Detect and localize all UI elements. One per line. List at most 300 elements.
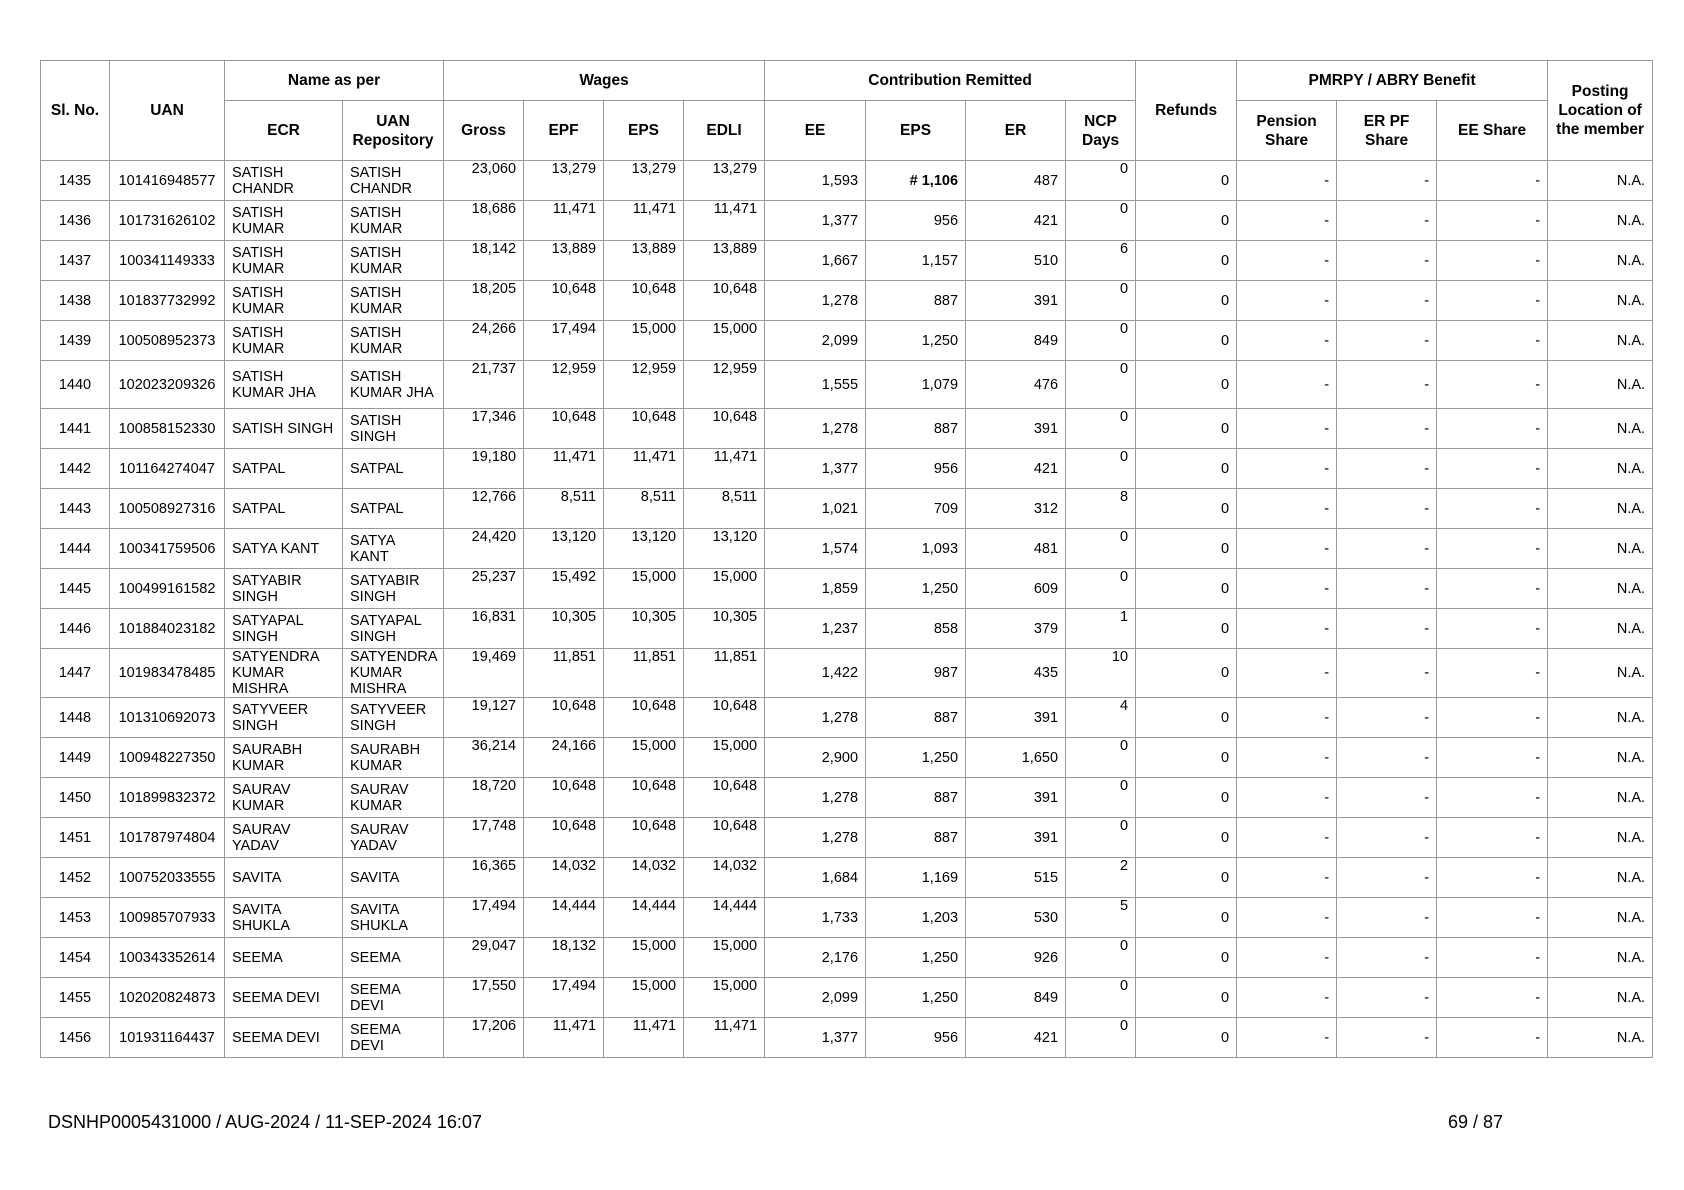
cell-eps: 13,279: [604, 161, 684, 201]
cell-eps: 10,648: [604, 281, 684, 321]
cell-ee: 1,377: [765, 201, 866, 241]
cell-gross: 17,748: [444, 818, 524, 858]
cell-uan: 100508952373: [110, 321, 225, 361]
cell-ecr-name: SATISH KUMAR: [225, 201, 343, 241]
cell-ee: 1,377: [765, 1018, 866, 1058]
cell-ncp-days: 10: [1066, 649, 1136, 698]
cell-epf: 18,132: [524, 938, 604, 978]
header-wages: Wages: [444, 61, 765, 101]
cell-er-pf-share: -: [1337, 649, 1437, 698]
cell-er: 391: [966, 698, 1066, 738]
cell-er-pf-share: -: [1337, 818, 1437, 858]
cell-refunds: 0: [1136, 241, 1237, 281]
cell-uan: 102020824873: [110, 978, 225, 1018]
cell-er: 421: [966, 1018, 1066, 1058]
table-row: [41, 738, 1653, 778]
cell-ee-share: -: [1437, 778, 1548, 818]
cell-uan: 101731626102: [110, 201, 225, 241]
cell-er: 1,650: [966, 738, 1066, 778]
cell-ee: 1,377: [765, 449, 866, 489]
cell-ee-share: -: [1437, 161, 1548, 201]
cell-pension-share: -: [1237, 489, 1337, 529]
cell-posting-location: N.A.: [1548, 449, 1653, 489]
cell-er: 849: [966, 978, 1066, 1018]
cell-uan-repository-name: SATISH KUMAR: [343, 281, 444, 321]
cell-ee: 1,422: [765, 649, 866, 698]
cell-er: 487: [966, 161, 1066, 201]
cell-epf: 10,648: [524, 281, 604, 321]
cell-ee: 1,574: [765, 529, 866, 569]
cell-refunds: 0: [1136, 449, 1237, 489]
cell-eps-contribution: 709: [866, 489, 966, 529]
cell-eps: 10,648: [604, 778, 684, 818]
cell-edli: 14,032: [684, 858, 765, 898]
cell-ee-share: -: [1437, 858, 1548, 898]
cell-sl-no: 1455: [41, 978, 110, 1018]
cell-uan: 100508927316: [110, 489, 225, 529]
cell-posting-location: N.A.: [1548, 161, 1653, 201]
cell-sl-no: 1453: [41, 898, 110, 938]
cell-gross: 17,346: [444, 409, 524, 449]
cell-eps: 10,305: [604, 609, 684, 649]
cell-epf: 13,279: [524, 161, 604, 201]
header-eps: EPS: [604, 101, 684, 161]
cell-er: 515: [966, 858, 1066, 898]
cell-gross: 18,205: [444, 281, 524, 321]
cell-refunds: 0: [1136, 409, 1237, 449]
cell-uan-repository-name: SAURAV YADAV: [343, 818, 444, 858]
cell-eps: 11,471: [604, 449, 684, 489]
cell-eps-contribution: 1,250: [866, 321, 966, 361]
cell-refunds: 0: [1136, 898, 1237, 938]
cell-ecr-name: SAVITA: [225, 858, 343, 898]
cell-edli: 10,648: [684, 818, 765, 858]
header-er-pf-share: ER PF Share: [1337, 101, 1437, 161]
cell-ecr-name: SATISH CHANDR: [225, 161, 343, 201]
cell-gross: 18,142: [444, 241, 524, 281]
cell-ncp-days: 0: [1066, 161, 1136, 201]
cell-eps-contribution: 956: [866, 449, 966, 489]
cell-er-pf-share: -: [1337, 449, 1437, 489]
cell-pension-share: -: [1237, 818, 1337, 858]
cell-eps-contribution: 887: [866, 281, 966, 321]
cell-gross: 16,831: [444, 609, 524, 649]
cell-posting-location: N.A.: [1548, 409, 1653, 449]
cell-ee: 2,900: [765, 738, 866, 778]
page-number: 69 / 87: [1448, 1112, 1504, 1132]
table-row: [41, 898, 1653, 938]
cell-uan: 101787974804: [110, 818, 225, 858]
cell-ee-share: -: [1437, 409, 1548, 449]
cell-er: 609: [966, 569, 1066, 609]
cell-ee: 1,237: [765, 609, 866, 649]
cell-ecr-name: SATYA KANT: [225, 529, 343, 569]
cell-ecr-name: SAURAV YADAV: [225, 818, 343, 858]
cell-pension-share: -: [1237, 778, 1337, 818]
cell-ncp-days: 6: [1066, 241, 1136, 281]
cell-edli: 15,000: [684, 938, 765, 978]
cell-uan-repository-name: SAVITA: [343, 858, 444, 898]
cell-eps: 15,000: [604, 978, 684, 1018]
table-row: [41, 698, 1653, 738]
cell-eps: 13,889: [604, 241, 684, 281]
cell-ee-share: -: [1437, 609, 1548, 649]
cell-refunds: 0: [1136, 938, 1237, 978]
cell-edli: 11,851: [684, 649, 765, 698]
cell-eps: 11,471: [604, 201, 684, 241]
cell-ee: 2,099: [765, 321, 866, 361]
table-body: [41, 161, 1653, 1058]
cell-ncp-days: 0: [1066, 361, 1136, 409]
cell-uan: 100341759506: [110, 529, 225, 569]
cell-er-pf-share: -: [1337, 978, 1437, 1018]
cell-er-pf-share: -: [1337, 529, 1437, 569]
cell-epf: 10,648: [524, 818, 604, 858]
cell-ee-share: -: [1437, 321, 1548, 361]
cell-ecr-name: SATPAL: [225, 489, 343, 529]
cell-ee-share: -: [1437, 649, 1548, 698]
cell-uan: 100858152330: [110, 409, 225, 449]
table-row: [41, 1018, 1653, 1058]
cell-eps-contribution: 1,250: [866, 978, 966, 1018]
cell-refunds: 0: [1136, 361, 1237, 409]
header-edli: EDLI: [684, 101, 765, 161]
cell-eps: 14,444: [604, 898, 684, 938]
cell-pension-share: -: [1237, 978, 1337, 1018]
cell-er: 926: [966, 938, 1066, 978]
table-row: [41, 609, 1653, 649]
cell-eps-contribution: 956: [866, 201, 966, 241]
cell-ee: 1,733: [765, 898, 866, 938]
table-row: [41, 449, 1653, 489]
cell-refunds: 0: [1136, 569, 1237, 609]
cell-posting-location: N.A.: [1548, 938, 1653, 978]
cell-ee: 1,278: [765, 409, 866, 449]
cell-pension-share: -: [1237, 1018, 1337, 1058]
cell-er-pf-share: -: [1337, 738, 1437, 778]
cell-sl-no: 1436: [41, 201, 110, 241]
cell-refunds: 0: [1136, 161, 1237, 201]
cell-refunds: 0: [1136, 818, 1237, 858]
cell-er-pf-share: -: [1337, 938, 1437, 978]
cell-ee: 2,176: [765, 938, 866, 978]
cell-uan-repository-name: SATYVEER SINGH: [343, 698, 444, 738]
cell-posting-location: N.A.: [1548, 201, 1653, 241]
cell-epf: 10,305: [524, 609, 604, 649]
cell-posting-location: N.A.: [1548, 858, 1653, 898]
cell-uan: 102023209326: [110, 361, 225, 409]
cell-ecr-name: SEEMA DEVI: [225, 1018, 343, 1058]
cell-edli: 15,000: [684, 738, 765, 778]
cell-ecr-name: SATYVEER SINGH: [225, 698, 343, 738]
cell-ncp-days: 1: [1066, 609, 1136, 649]
cell-uan: 101899832372: [110, 778, 225, 818]
cell-gross: 36,214: [444, 738, 524, 778]
cell-uan-repository-name: SATISH CHANDR: [343, 161, 444, 201]
cell-epf: 17,494: [524, 321, 604, 361]
table-row: [41, 818, 1653, 858]
cell-pension-share: -: [1237, 449, 1337, 489]
cell-posting-location: N.A.: [1548, 489, 1653, 529]
cell-epf: 12,959: [524, 361, 604, 409]
cell-epf: 14,444: [524, 898, 604, 938]
cell-er-pf-share: -: [1337, 778, 1437, 818]
cell-uan-repository-name: SATISH KUMAR: [343, 321, 444, 361]
cell-uan-repository-name: SATISH KUMAR: [343, 241, 444, 281]
cell-sl-no: 1438: [41, 281, 110, 321]
cell-refunds: 0: [1136, 698, 1237, 738]
cell-edli: 10,648: [684, 778, 765, 818]
cell-uan: 100341149333: [110, 241, 225, 281]
cell-uan: 101837732992: [110, 281, 225, 321]
cell-gross: 17,494: [444, 898, 524, 938]
cell-gross: 17,206: [444, 1018, 524, 1058]
cell-posting-location: N.A.: [1548, 281, 1653, 321]
cell-sl-no: 1447: [41, 649, 110, 698]
cell-eps: 10,648: [604, 698, 684, 738]
cell-ee-share: -: [1437, 201, 1548, 241]
cell-uan-repository-name: SATPAL: [343, 489, 444, 529]
cell-ee: 1,684: [765, 858, 866, 898]
cell-posting-location: N.A.: [1548, 698, 1653, 738]
cell-eps-contribution: 1,169: [866, 858, 966, 898]
cell-uan: 101164274047: [110, 449, 225, 489]
cell-ee: 1,555: [765, 361, 866, 409]
cell-gross: 21,737: [444, 361, 524, 409]
cell-eps-contribution: 1,250: [866, 938, 966, 978]
cell-posting-location: N.A.: [1548, 649, 1653, 698]
cell-ecr-name: SAURABH KUMAR: [225, 738, 343, 778]
cell-edli: 10,648: [684, 281, 765, 321]
cell-uan-repository-name: SATPAL: [343, 449, 444, 489]
cell-er-pf-share: -: [1337, 321, 1437, 361]
cell-pension-share: -: [1237, 698, 1337, 738]
table-row: [41, 938, 1653, 978]
cell-ncp-days: 0: [1066, 978, 1136, 1018]
cell-posting-location: N.A.: [1548, 738, 1653, 778]
cell-posting-location: N.A.: [1548, 529, 1653, 569]
cell-ncp-days: 0: [1066, 281, 1136, 321]
cell-posting-location: N.A.: [1548, 898, 1653, 938]
cell-er: 379: [966, 609, 1066, 649]
cell-ecr-name: SEEMA: [225, 938, 343, 978]
cell-edli: 11,471: [684, 201, 765, 241]
cell-sl-no: 1451: [41, 818, 110, 858]
table-row: [41, 858, 1653, 898]
cell-pension-share: -: [1237, 938, 1337, 978]
table-row: [41, 281, 1653, 321]
cell-uan-repository-name: SATYAPAL SINGH: [343, 609, 444, 649]
cell-refunds: 0: [1136, 738, 1237, 778]
cell-posting-location: N.A.: [1548, 361, 1653, 409]
table-row: [41, 529, 1653, 569]
cell-sl-no: 1443: [41, 489, 110, 529]
cell-refunds: 0: [1136, 858, 1237, 898]
cell-gross: 19,469: [444, 649, 524, 698]
cell-er: 435: [966, 649, 1066, 698]
cell-pension-share: -: [1237, 529, 1337, 569]
cell-ncp-days: 0: [1066, 818, 1136, 858]
cell-edli: 14,444: [684, 898, 765, 938]
cell-ncp-days: 0: [1066, 778, 1136, 818]
cell-edli: 15,000: [684, 569, 765, 609]
cell-eps: 15,000: [604, 321, 684, 361]
cell-ee: 1,021: [765, 489, 866, 529]
cell-er: 391: [966, 281, 1066, 321]
table-row: [41, 489, 1653, 529]
cell-epf: 24,166: [524, 738, 604, 778]
cell-epf: 11,471: [524, 1018, 604, 1058]
cell-uan-repository-name: SAURAV KUMAR: [343, 778, 444, 818]
cell-ee-share: -: [1437, 738, 1548, 778]
cell-pension-share: -: [1237, 898, 1337, 938]
table-row: [41, 361, 1653, 409]
cell-ee-share: -: [1437, 978, 1548, 1018]
cell-pension-share: -: [1237, 361, 1337, 409]
cell-sl-no: 1435: [41, 161, 110, 201]
cell-ecr-name: SATPAL: [225, 449, 343, 489]
cell-ee-share: -: [1437, 898, 1548, 938]
cell-eps: 12,959: [604, 361, 684, 409]
cell-ecr-name: SATYAPAL SINGH: [225, 609, 343, 649]
cell-ee: 2,099: [765, 978, 866, 1018]
cell-ee-share: -: [1437, 241, 1548, 281]
header-ee: EE: [765, 101, 866, 161]
cell-eps-contribution: 1,250: [866, 569, 966, 609]
cell-er: 481: [966, 529, 1066, 569]
cell-ncp-days: 0: [1066, 938, 1136, 978]
cell-eps-contribution: 956: [866, 1018, 966, 1058]
cell-edli: 10,648: [684, 698, 765, 738]
cell-er-pf-share: -: [1337, 569, 1437, 609]
cell-ecr-name: SATISH KUMAR: [225, 321, 343, 361]
header-sl-no: Sl. No.: [41, 61, 110, 161]
cell-ee: 1,593: [765, 161, 866, 201]
cell-er-pf-share: -: [1337, 609, 1437, 649]
cell-epf: 17,494: [524, 978, 604, 1018]
cell-eps: 8,511: [604, 489, 684, 529]
cell-ee: 1,278: [765, 778, 866, 818]
cell-uan: 101931164437: [110, 1018, 225, 1058]
cell-uan: 101416948577: [110, 161, 225, 201]
header-contribution-remitted: Contribution Remitted: [765, 61, 1136, 101]
cell-ecr-name: SATISH KUMAR: [225, 281, 343, 321]
table-row: [41, 409, 1653, 449]
cell-epf: 15,492: [524, 569, 604, 609]
cell-uan: 100985707933: [110, 898, 225, 938]
header-eps-contribution: EPS: [866, 101, 966, 161]
cell-sl-no: 1437: [41, 241, 110, 281]
cell-er: 391: [966, 818, 1066, 858]
table-row: [41, 569, 1653, 609]
cell-ee: 1,278: [765, 818, 866, 858]
cell-eps-contribution: 1,093: [866, 529, 966, 569]
cell-eps: 11,471: [604, 1018, 684, 1058]
cell-pension-share: -: [1237, 409, 1337, 449]
header-gross: Gross: [444, 101, 524, 161]
cell-pension-share: -: [1237, 321, 1337, 361]
cell-sl-no: 1450: [41, 778, 110, 818]
cell-epf: 10,648: [524, 698, 604, 738]
cell-ee-share: -: [1437, 449, 1548, 489]
cell-edli: 13,889: [684, 241, 765, 281]
cell-uan: 101310692073: [110, 698, 225, 738]
cell-ee-share: -: [1437, 361, 1548, 409]
cell-er: 530: [966, 898, 1066, 938]
cell-uan-repository-name: SATYENDRA KUMAR MISHRA: [343, 649, 444, 698]
cell-ee-share: -: [1437, 818, 1548, 858]
cell-eps: 15,000: [604, 738, 684, 778]
cell-er: 421: [966, 449, 1066, 489]
cell-pension-share: -: [1237, 281, 1337, 321]
cell-refunds: 0: [1136, 609, 1237, 649]
cell-edli: 13,279: [684, 161, 765, 201]
cell-sl-no: 1441: [41, 409, 110, 449]
cell-gross: 19,180: [444, 449, 524, 489]
cell-epf: 13,889: [524, 241, 604, 281]
table-row: [41, 978, 1653, 1018]
cell-er: 421: [966, 201, 1066, 241]
cell-er-pf-share: -: [1337, 489, 1437, 529]
cell-gross: 25,237: [444, 569, 524, 609]
table-row: [41, 201, 1653, 241]
cell-uan: 100948227350: [110, 738, 225, 778]
cell-ecr-name: SATISH KUMAR JHA: [225, 361, 343, 409]
cell-ncp-days: 5: [1066, 898, 1136, 938]
header-pension-share: Pension Share: [1237, 101, 1337, 161]
cell-eps: 10,648: [604, 409, 684, 449]
cell-ecr-name: SATYABIR SINGH: [225, 569, 343, 609]
cell-ecr-name: SATISH KUMAR: [225, 241, 343, 281]
header-ee-share: EE Share: [1437, 101, 1548, 161]
cell-sl-no: 1456: [41, 1018, 110, 1058]
cell-er-pf-share: -: [1337, 201, 1437, 241]
cell-sl-no: 1445: [41, 569, 110, 609]
cell-sl-no: 1440: [41, 361, 110, 409]
table-row: [41, 649, 1653, 698]
cell-uan: 100343352614: [110, 938, 225, 978]
cell-er-pf-share: -: [1337, 858, 1437, 898]
contribution-table: [40, 60, 1653, 1058]
cell-pension-share: -: [1237, 161, 1337, 201]
cell-pension-share: -: [1237, 738, 1337, 778]
cell-ee: 1,278: [765, 698, 866, 738]
header-refunds: Refunds: [1136, 61, 1237, 161]
cell-posting-location: N.A.: [1548, 241, 1653, 281]
cell-eps: 14,032: [604, 858, 684, 898]
cell-posting-location: N.A.: [1548, 978, 1653, 1018]
cell-ncp-days: 0: [1066, 738, 1136, 778]
cell-pension-share: -: [1237, 201, 1337, 241]
cell-eps-contribution: 987: [866, 649, 966, 698]
cell-eps-contribution: 1,079: [866, 361, 966, 409]
cell-sl-no: 1449: [41, 738, 110, 778]
cell-refunds: 0: [1136, 281, 1237, 321]
cell-ee-share: -: [1437, 281, 1548, 321]
cell-ecr-name: SAURAV KUMAR: [225, 778, 343, 818]
cell-uan-repository-name: SAVITA SHUKLA: [343, 898, 444, 938]
header-posting-location: Posting Location of the member: [1548, 61, 1653, 161]
cell-sl-no: 1442: [41, 449, 110, 489]
cell-uan-repository-name: SATYABIR SINGH: [343, 569, 444, 609]
cell-ncp-days: 0: [1066, 569, 1136, 609]
cell-epf: 11,471: [524, 201, 604, 241]
cell-gross: 16,365: [444, 858, 524, 898]
cell-epf: 11,471: [524, 449, 604, 489]
table-row: [41, 778, 1653, 818]
cell-uan: 101884023182: [110, 609, 225, 649]
cell-ee: 1,859: [765, 569, 866, 609]
